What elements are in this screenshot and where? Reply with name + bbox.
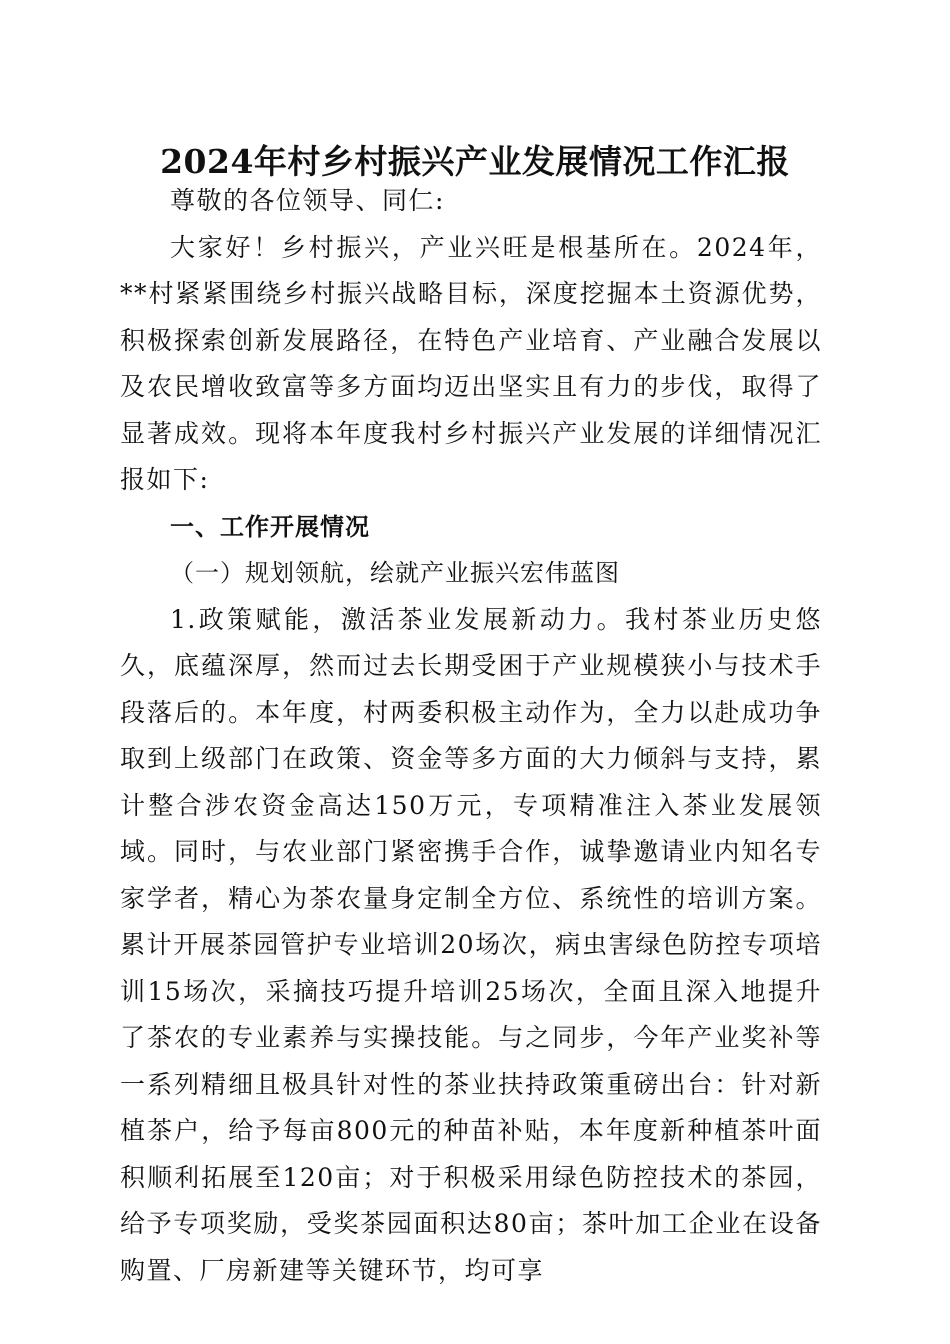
salutation: 尊敬的各位领导、同仁: <box>170 186 445 215</box>
document-title: 2024年村乡村振兴产业发展情况工作汇报 <box>160 142 790 181</box>
body-paragraph: 1.政策赋能，激活茶业发展新动力。我村茶业历史悠久，底蕴深厚，然而过去长期受困于产业规模狭小与技术手段落后的。本年度，村两委积极主动作为，全力以赴成功争取到上级部门在政策、资金等多方面的大力倾斜与支持，累计整合涉农资金高达150万元，专项精准注入茶业发展领域。同时，与农业部门紧密携手合作，诚挚邀请业内知名专家学者，精心为茶农量身定制全方位、系统性的培训方案。累计开展茶园管护专业培训20场次，病虫害绿色防控专项培训15场次，采摘技巧提升培训25场次，全面且深入地提升了茶农的专业素养与实操技能。与之同步，今年产业奖补等一系列精细且极具针对性的茶业扶持政策重磅出台：针对新植茶户，给予每亩800元的种苗补贴，本年度新种植茶叶面积顺利拓展至120亩；对于积极采用绿色防控技术的茶园，给予专项奖励，受奖茶园面积达80亩；茶叶加工企业在设备购置、厂房新建等关键环节，均可享 <box>120 604 822 1285</box>
section-heading: 一、工作开展情况 <box>170 512 370 541</box>
intro-paragraph: 大家好！乡村振兴，产业兴旺是根基所在。2024年，**村紧紧围绕乡村振兴战略目标，深度挖掘本土资源优势，积极探索创新发展路径，在特色产业培育、产业融合发展以及农民增收致富等多方面均迈出坚实且有力的步伐，取得了显著成效。现将本年度我村乡村振兴产业发展的详细情况汇报如下: <box>120 232 822 494</box>
subsection-heading: （一）规划领航，绘就产业振兴宏伟蓝图 <box>170 559 620 587</box>
document-body <box>120 178 822 1294</box>
